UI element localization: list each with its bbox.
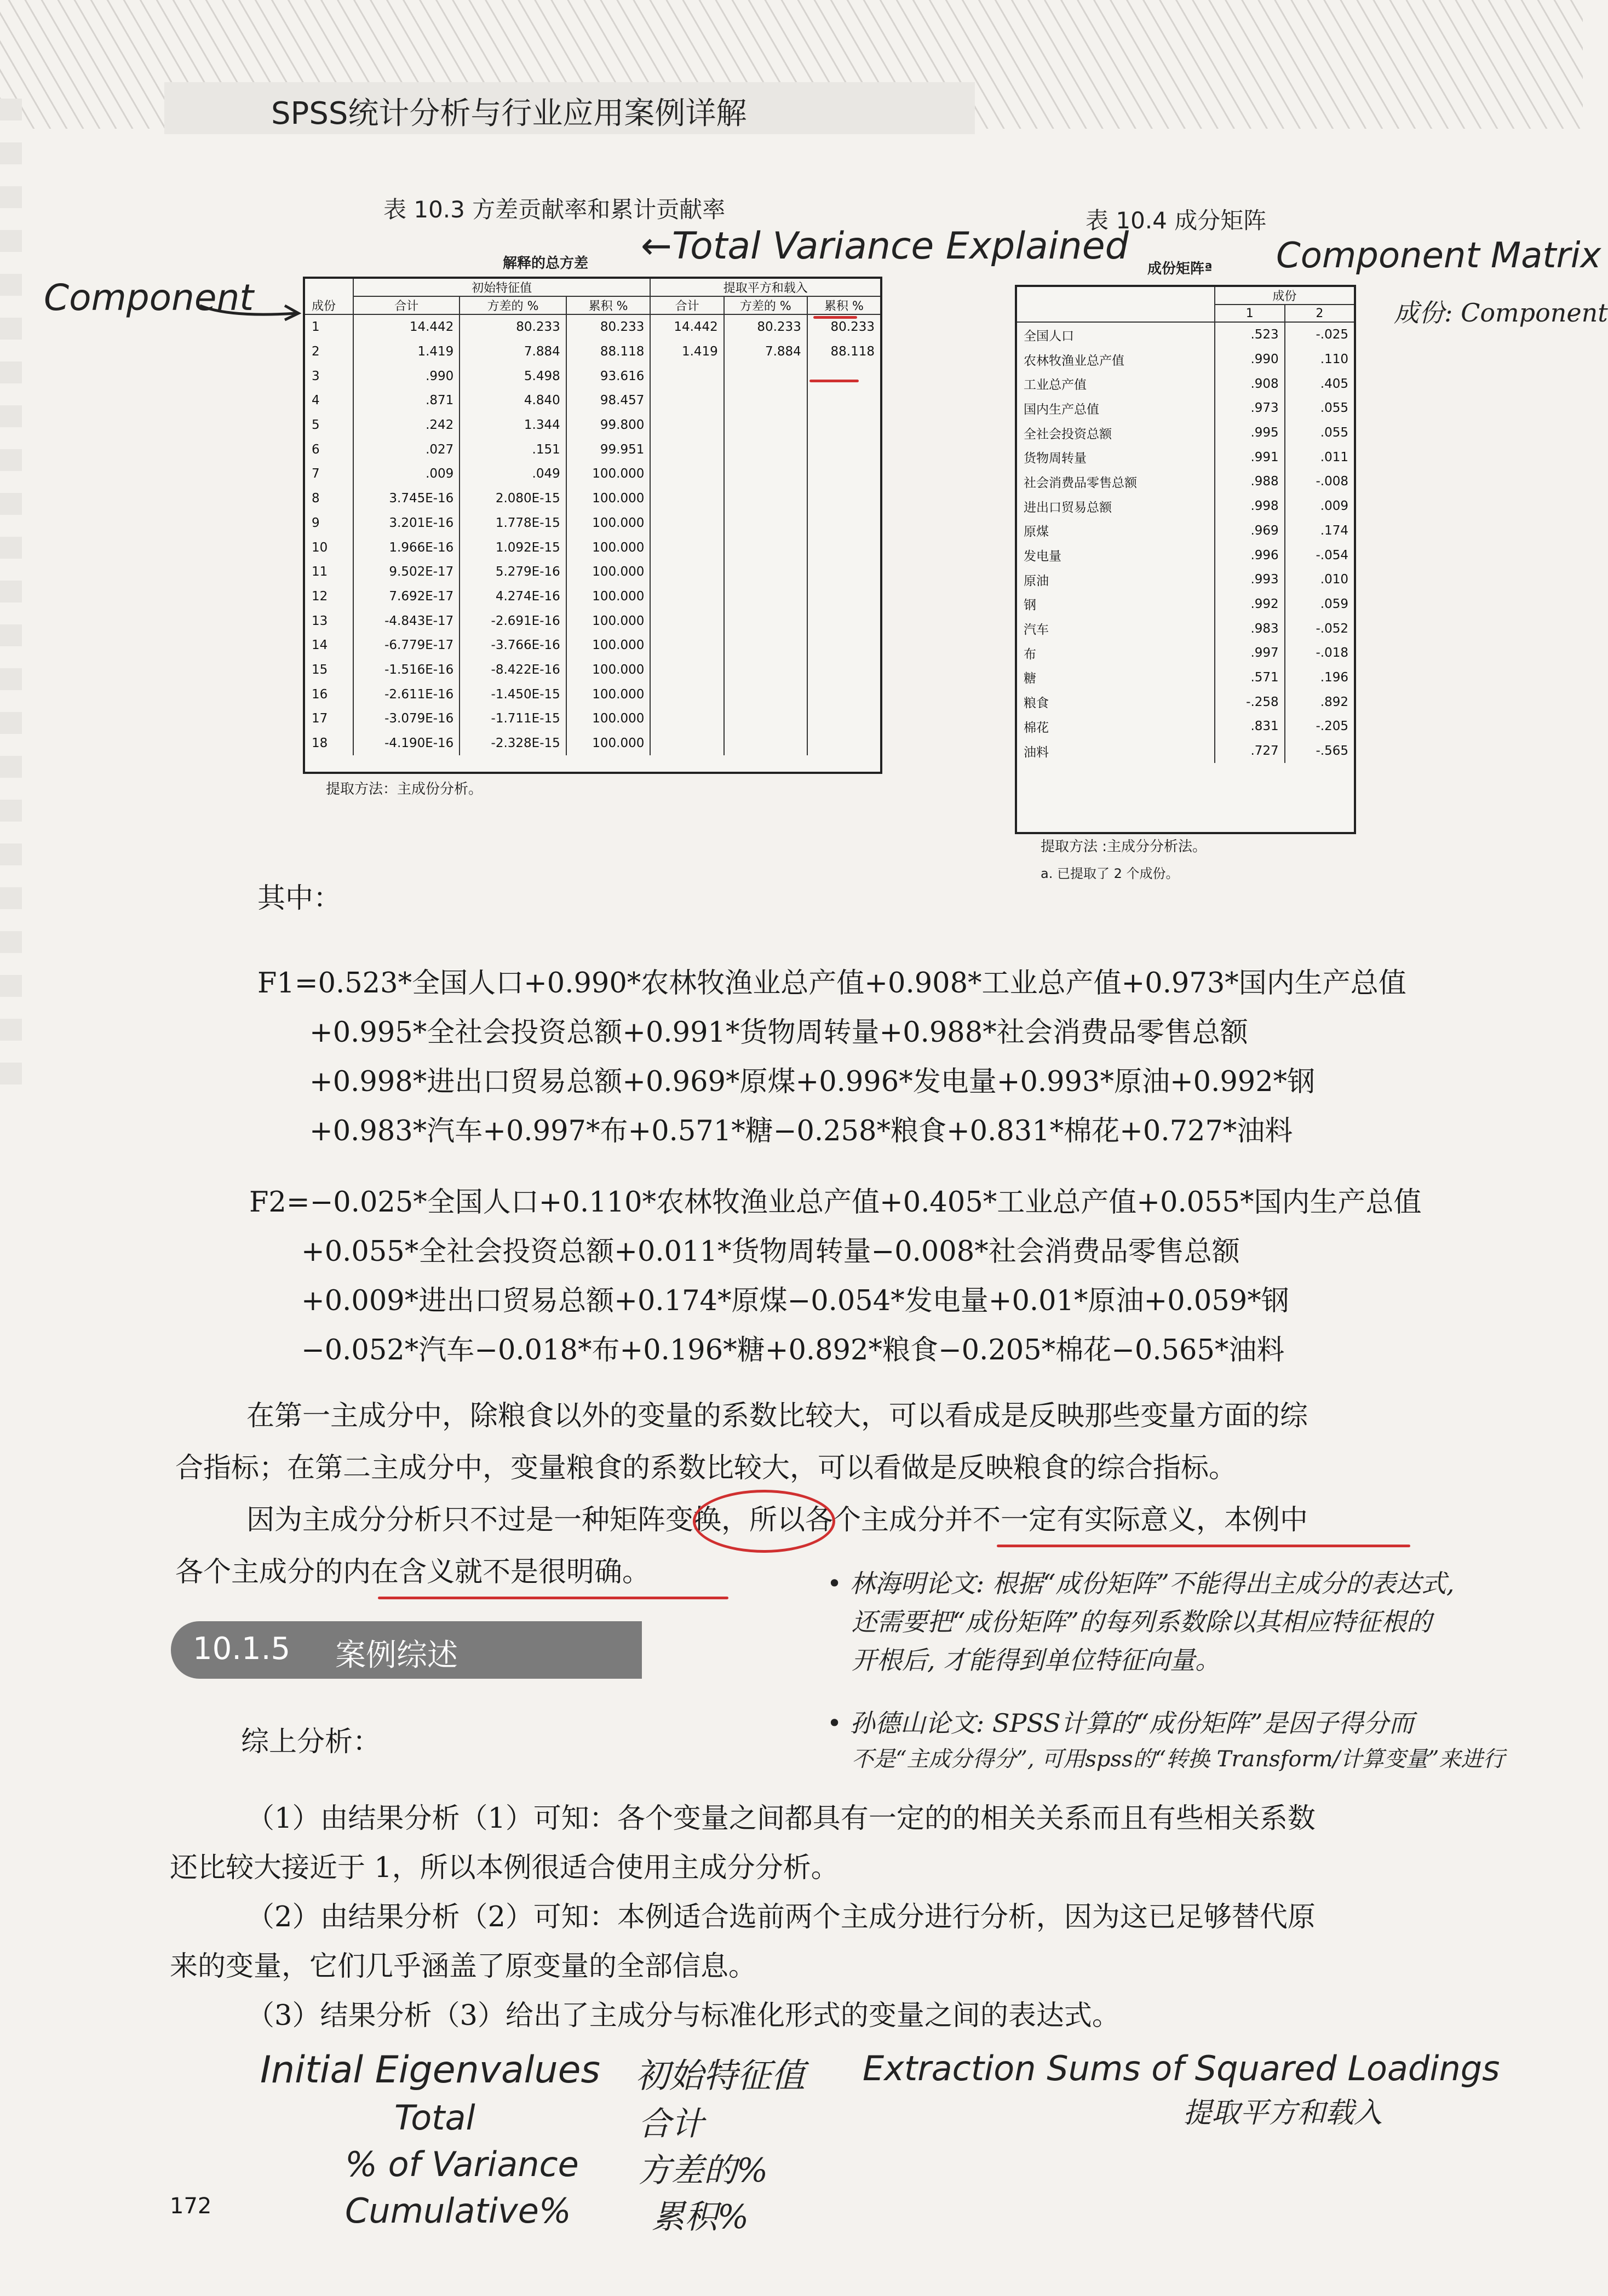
table-cell [650, 437, 723, 462]
table-cell: .892 [1285, 690, 1354, 714]
table-row [305, 437, 880, 462]
table-cell: 7.884 [460, 340, 566, 364]
table-cell [724, 437, 807, 462]
table-row [305, 462, 880, 486]
table-row [1017, 469, 1354, 494]
table-10-3-col-header: 成份 [305, 296, 353, 314]
table-row [1017, 347, 1354, 372]
section-number: 10.1.5 [193, 1631, 291, 1667]
table-cell: 社会消费品零售总额 [1024, 475, 1137, 490]
table-cell: 4.840 [460, 388, 566, 413]
table-cell: .055 [1285, 396, 1354, 421]
table-cell [724, 560, 807, 584]
table-cell [650, 486, 723, 511]
table-cell: -2.328E-15 [460, 731, 566, 756]
table-cell: 全国人口 [1024, 329, 1074, 343]
table-cell: 1.966E-16 [353, 535, 460, 560]
table-cell [807, 584, 880, 609]
summary-label: 综上分析： [241, 1726, 381, 1758]
table-cell: -2.611E-16 [353, 682, 460, 707]
table-cell: 钢 [1024, 598, 1036, 613]
table-10-3-inner-title: 解释的总方差 [503, 255, 589, 272]
table-cell: .997 [1215, 641, 1285, 665]
table-cell: 88.118 [807, 340, 880, 364]
table-cell [724, 462, 807, 486]
table-row [1017, 616, 1354, 641]
table-cell [650, 658, 723, 682]
table-cell: .009 [1285, 494, 1354, 519]
table-cell: .049 [460, 462, 566, 486]
table-cell: 进出口贸易总额 [1024, 500, 1112, 515]
table-row [305, 486, 880, 511]
table-cell: -1.516E-16 [353, 658, 460, 682]
hw-note1-line3: 开根后, 才能得到单位特征向量。 [852, 1645, 1221, 1675]
table-cell: 9 [312, 515, 320, 530]
table-cell: 4 [312, 393, 320, 408]
table-cell: 布 [1024, 647, 1036, 662]
table-cell: 5.279E-16 [460, 560, 566, 584]
table-cell [807, 609, 880, 633]
f2-line-4: −0.052*汽车−0.018*布+0.196*糖+0.892*粮食−0.205*棉花−0.565*油料 [301, 1334, 1285, 1367]
table-row [1017, 396, 1354, 421]
table-cell [650, 609, 723, 633]
table-cell [724, 609, 807, 633]
col-header-2: 2 [1285, 305, 1354, 322]
table-cell [807, 486, 880, 511]
table-cell: 10 [312, 540, 328, 555]
table-row [305, 731, 880, 756]
table-10-4-group-header: 成份 [1215, 287, 1354, 305]
table-cell: .992 [1215, 592, 1285, 617]
item1-line-2: 还比较大接近于 1，所以本例很适合使用主成分分析。 [170, 1852, 839, 1884]
item2-line-1: （2）由结果分析（2）可知：本例适合选前两个主成分进行分析，因为这已足够替代原 [246, 1901, 1316, 1933]
hw-glossary-total-cn: 合计 [638, 2105, 704, 2143]
hw-note2-line1: • 孙德山论文: SPSS计算的“成份矩阵”是因子得分而 [827, 1708, 1414, 1738]
col-group-initial: 初始特征值 [353, 279, 651, 296]
table-cell [724, 633, 807, 658]
page-left-edge [0, 99, 22, 1084]
table-row [1017, 690, 1354, 714]
table-cell: 发电量 [1024, 549, 1061, 564]
table-row [305, 413, 880, 438]
hw-glossary-cumulative: Cumulative% [345, 2191, 571, 2231]
table-10-4-caption: 表 10.4 成分矩阵 [1086, 207, 1267, 234]
table-cell: .027 [353, 437, 460, 462]
table-cell: .011 [1285, 445, 1354, 469]
table-cell [650, 682, 723, 707]
table-cell: 88.118 [566, 340, 651, 364]
para1-line-2: 合指标；在第二主成分中，变量粮食的系数比较大，可以看做是反映粮食的综合指标。 [175, 1452, 1237, 1484]
table-cell: .151 [460, 437, 566, 462]
table-row [1017, 519, 1354, 543]
f1-line-4: +0.983*汽车+0.997*布+0.571*糖−0.258*粮食+0.831*棉花+0.727*油料 [309, 1115, 1293, 1147]
table-cell: 2.080E-15 [460, 486, 566, 511]
table-cell: .998 [1215, 494, 1285, 519]
table-row [1017, 494, 1354, 519]
table-cell: 98.457 [566, 388, 651, 413]
table-cell: 3 [312, 369, 320, 383]
table-cell [724, 584, 807, 609]
table-cell: 18 [312, 736, 328, 751]
table-row [305, 314, 880, 340]
table-cell: 7.884 [724, 340, 807, 364]
table-cell: .995 [1215, 421, 1285, 445]
hw-glossary-variance: % of Variance [345, 2144, 579, 2184]
table-cell: -8.422E-16 [460, 658, 566, 682]
table-cell: .571 [1215, 665, 1285, 690]
table-cell: 11 [312, 565, 328, 579]
table-cell: 3.201E-16 [353, 511, 460, 536]
table-cell: .405 [1285, 371, 1354, 396]
hw-glossary-extraction-cn: 提取平方和载入 [1183, 2097, 1383, 2129]
table-row [1017, 543, 1354, 567]
table-10-3-col-header: 累积 % [807, 296, 880, 314]
table-cell: .991 [1215, 445, 1285, 469]
table-row [1017, 421, 1354, 445]
table-cell: 100.000 [566, 511, 651, 536]
hw-glossary-initial-eigenvalues: Initial Eigenvalues [260, 2048, 600, 2092]
hw-glossary-variance-cn: 方差的% [638, 2151, 768, 2190]
para2-line-2: 各个主成分的内在含义就不是很明确。 [175, 1556, 651, 1588]
table-cell [807, 511, 880, 536]
table-cell [807, 437, 880, 462]
table-cell: 1 [312, 320, 320, 335]
table-cell: 100.000 [566, 584, 651, 609]
table-cell: .174 [1285, 519, 1354, 543]
section-header [171, 1621, 642, 1679]
table-10-3-caption: 表 10.3 方差贡献率和累计贡献率 [383, 196, 726, 223]
item2-line-2: 来的变量，它们几乎涵盖了原变量的全部信息。 [170, 1950, 757, 1983]
table-row [305, 584, 880, 609]
table-row [1017, 592, 1354, 617]
table-cell: 国内生产总值 [1024, 402, 1099, 417]
table-cell: 原油 [1024, 573, 1049, 588]
table-cell: 1.419 [353, 340, 460, 364]
table-cell: -.018 [1285, 641, 1354, 665]
hw-note2-line2: 不是“主成分得分”, 可用spss的“转换 Transform/计算变量”来进行 [852, 1747, 1505, 1772]
table-cell: .110 [1285, 347, 1354, 372]
table-cell: 货物周转量 [1024, 451, 1087, 466]
table-cell: -.008 [1285, 469, 1354, 494]
table-cell: 油料 [1024, 745, 1049, 760]
table-row [305, 609, 880, 633]
table-cell: -1.711E-15 [460, 707, 566, 731]
table-row [1017, 714, 1354, 739]
table-cell: .059 [1285, 592, 1354, 617]
table-cell [650, 707, 723, 731]
header-title: SPSS统计分析与行业应用案例详解 [271, 96, 747, 131]
table-10-4-footnote-2: a. 已提取了 2 个成份。 [1041, 866, 1179, 881]
table-cell: 1.419 [650, 340, 723, 364]
table-cell [724, 413, 807, 438]
hw-glossary-initial-cn: 初始特征值 [635, 2056, 806, 2096]
table-cell [650, 633, 723, 658]
f2-line-1: F2=−0.025*全国人口+0.110*农林牧渔业总产值+0.405*工业总产值+0.055*国内生产总值 [249, 1186, 1422, 1219]
table-10-3-col-header: 方差的 % [460, 296, 566, 314]
table-row [1017, 665, 1354, 690]
table-cell: .969 [1215, 519, 1285, 543]
table-cell: -.025 [1285, 322, 1354, 347]
table-cell: -2.691E-16 [460, 609, 566, 633]
table-cell: .055 [1285, 421, 1354, 445]
table-cell: 全社会投资总额 [1024, 427, 1112, 441]
table-cell: -.052 [1285, 616, 1354, 641]
table-cell: 80.233 [460, 314, 566, 340]
red-mark-cumulative-header [813, 316, 857, 319]
table-cell [650, 413, 723, 438]
table-10-4-frame [1015, 285, 1356, 834]
table-cell: 17 [312, 711, 328, 726]
table-cell: 100.000 [566, 535, 651, 560]
hw-arrow-right [197, 301, 307, 323]
table-cell: 8 [312, 491, 320, 506]
red-circle-matrix-transform [693, 1490, 835, 1553]
table-10-3-col-header: 合计 [353, 296, 460, 314]
table-cell: 12 [312, 589, 328, 604]
table-cell: .242 [353, 413, 460, 438]
red-underline-meaning [997, 1545, 1410, 1547]
table-row [1017, 641, 1354, 665]
table-cell: 农林牧渔业总产值 [1024, 353, 1124, 368]
table-cell: 7.692E-17 [353, 584, 460, 609]
hw-total-variance: ←Total Variance Explained [641, 225, 1129, 268]
table-cell: 15 [312, 662, 328, 677]
table-cell: 工业总产值 [1024, 378, 1087, 393]
table-cell: 14.442 [353, 314, 460, 340]
hw-glossary-total: Total [394, 2098, 475, 2138]
table-cell: 100.000 [566, 633, 651, 658]
f2-line-2: +0.055*全社会投资总额+0.011*货物周转量−0.008*社会消费品零售总额 [301, 1236, 1240, 1268]
hw-component-cn: 成份: Component [1394, 298, 1608, 328]
table-10-3-col-header: 合计 [650, 296, 723, 314]
table-cell: .993 [1215, 567, 1285, 592]
table-row [305, 707, 880, 731]
table-10-3-footnote: 提取方法：主成份分析。 [326, 781, 483, 797]
red-underline-implication [378, 1597, 728, 1599]
table-row [305, 658, 880, 682]
table-cell [807, 633, 880, 658]
table-cell: 6 [312, 442, 320, 457]
table-cell [650, 584, 723, 609]
table-row [305, 364, 880, 388]
table-cell: 100.000 [566, 609, 651, 633]
table-cell: -3.079E-16 [353, 707, 460, 731]
table-cell [807, 413, 880, 438]
table-row [305, 682, 880, 707]
section-title: 案例综述 [335, 1638, 458, 1673]
table-cell [724, 486, 807, 511]
table-10-4-footnote-1: 提取方法 :主成分分析法。 [1041, 839, 1207, 855]
f2-line-3: +0.009*进出口贸易总额+0.174*原煤−0.054*发电量+0.01*原油+0.059*钢 [301, 1285, 1289, 1317]
table-cell: 14.442 [650, 314, 723, 340]
table-cell [724, 364, 807, 388]
table-cell: 99.800 [566, 413, 651, 438]
table-cell [650, 462, 723, 486]
hw-glossary-cumulative-cn: 累积% [652, 2198, 749, 2236]
table-cell [724, 511, 807, 536]
page-number: 172 [170, 2194, 212, 2219]
table-row [1017, 567, 1354, 592]
table-cell: .990 [353, 364, 460, 388]
table-row [305, 340, 880, 364]
table-cell: 100.000 [566, 658, 651, 682]
table-cell [724, 731, 807, 756]
table-cell [724, 658, 807, 682]
table-row [305, 511, 880, 536]
hw-glossary-extraction: Extraction Sums of Squared Loadings [863, 2048, 1500, 2088]
table-10-3-col-header: 累积 % [566, 296, 651, 314]
table-cell: 1.344 [460, 413, 566, 438]
table-cell: -4.843E-17 [353, 609, 460, 633]
table-cell: 14 [312, 638, 328, 653]
table-cell: 13 [312, 613, 328, 628]
table-cell [807, 658, 880, 682]
table-cell: 2 [312, 345, 320, 359]
table-cell: .196 [1285, 665, 1354, 690]
table-cell: -.054 [1285, 543, 1354, 567]
table-cell: 100.000 [566, 560, 651, 584]
table-row [1017, 371, 1354, 396]
table-cell: -1.450E-15 [460, 682, 566, 707]
table-cell [807, 388, 880, 413]
table-cell: -.565 [1285, 739, 1354, 764]
table-row [305, 560, 880, 584]
table-cell: .009 [353, 462, 460, 486]
table-cell [807, 682, 880, 707]
f1-line-1: F1=0.523*全国人口+0.990*农林牧渔业总产值+0.908*工业总产值+0.973*国内生产总值 [257, 967, 1406, 1000]
para1-line-1: 在第一主成分中，除粮食以外的变量的系数比较大，可以看成是反映那些变量方面的综 [246, 1400, 1308, 1432]
table-cell: 16 [312, 687, 328, 702]
table-cell: .908 [1215, 371, 1285, 396]
table-cell: 100.000 [566, 462, 651, 486]
table-cell [807, 535, 880, 560]
table-cell [807, 560, 880, 584]
table-cell: .523 [1215, 322, 1285, 347]
table-cell: 1.778E-15 [460, 511, 566, 536]
table-cell: 80.233 [566, 314, 651, 340]
table-cell [807, 731, 880, 756]
table-cell: 5.498 [460, 364, 566, 388]
qizhong: 其中： [257, 882, 342, 915]
table-cell [650, 731, 723, 756]
table-cell: -6.779E-17 [353, 633, 460, 658]
hw-component-matrix: Component Matrix [1276, 236, 1601, 276]
table-cell [724, 682, 807, 707]
table-cell: .010 [1285, 567, 1354, 592]
table-cell: 100.000 [566, 682, 651, 707]
table-row [305, 633, 880, 658]
table-cell [724, 707, 807, 731]
table-cell [807, 462, 880, 486]
table-cell [650, 535, 723, 560]
table-10-4 [1017, 287, 1354, 763]
col-header-1: 1 [1215, 305, 1285, 322]
table-row [1017, 445, 1354, 469]
table-cell [650, 511, 723, 536]
table-cell [650, 364, 723, 388]
hw-note1-line2: 还需要把“成份矩阵”的每列系数除以其相应特征根的 [852, 1607, 1432, 1637]
table-10-3-frame [303, 277, 882, 774]
table-cell [724, 535, 807, 560]
table-cell: .990 [1215, 347, 1285, 372]
table-cell: .871 [353, 388, 460, 413]
table-cell: 糖 [1024, 671, 1036, 686]
table-cell: 汽车 [1024, 623, 1049, 638]
item3: （3）结果分析（3）给出了主成分与标准化形式的变量之间的表达式。 [246, 2000, 1120, 2032]
table-cell: 原煤 [1024, 525, 1049, 539]
hw-note1-line1: • 林海明论文: 根据“成份矩阵”不能得出主成分的表达式, [827, 1569, 1455, 1598]
table-cell: .973 [1215, 396, 1285, 421]
table-cell: 80.233 [807, 314, 880, 340]
table-cell: 80.233 [724, 314, 807, 340]
table-10-3-col-header: 方差的 % [724, 296, 807, 314]
table-cell: 100.000 [566, 731, 651, 756]
table-row [1017, 739, 1354, 764]
table-cell [724, 388, 807, 413]
col-group-extraction: 提取平方和载入 [650, 279, 880, 296]
para2-line-1: 因为主成分分析只不过是一种矩阵变换，所以各个主成分并不一定有实际意义，本例中 [246, 1504, 1308, 1536]
table-cell [650, 388, 723, 413]
table-cell: -.205 [1285, 714, 1354, 739]
item1-line-1: （1）由结果分析（1）可知：各个变量之间都具有一定的的相关关系而且有些相关系数 [246, 1803, 1316, 1835]
table-10-4-inner-title: 成份矩阵ª [1147, 261, 1213, 277]
table-cell: 9.502E-17 [353, 560, 460, 584]
table-cell: -4.190E-16 [353, 731, 460, 756]
f1-line-2: +0.995*全社会投资总额+0.991*货物周转量+0.988*社会消费品零售总额 [309, 1017, 1248, 1049]
table-cell: 棉花 [1024, 720, 1049, 735]
table-cell: 100.000 [566, 707, 651, 731]
table-cell: .831 [1215, 714, 1285, 739]
table-row [305, 535, 880, 560]
table-cell: 3.745E-16 [353, 486, 460, 511]
table-cell: .983 [1215, 616, 1285, 641]
table-cell: 99.951 [566, 437, 651, 462]
table-cell: 93.616 [566, 364, 651, 388]
table-cell: .988 [1215, 469, 1285, 494]
table-cell: .996 [1215, 543, 1285, 567]
table-cell: -3.766E-16 [460, 633, 566, 658]
table-cell: -.258 [1215, 690, 1285, 714]
table-cell: 粮食 [1024, 696, 1049, 711]
table-row [305, 388, 880, 413]
hw-component-label: Component [44, 277, 254, 319]
table-cell: 1.092E-15 [460, 535, 566, 560]
table-10-3 [305, 279, 880, 755]
table-row [1017, 322, 1354, 347]
table-cell [650, 560, 723, 584]
table-cell: 4.274E-16 [460, 584, 566, 609]
table-cell: 100.000 [566, 486, 651, 511]
table-cell: .727 [1215, 739, 1285, 764]
table-cell: 5 [312, 418, 320, 433]
table-cell: 7 [312, 467, 320, 481]
table-cell [807, 364, 880, 388]
table-cell [807, 707, 880, 731]
red-mark-88118 [809, 380, 859, 382]
f1-line-3: +0.998*进出口贸易总额+0.969*原煤+0.996*发电量+0.993*原油+0.992*钢 [309, 1066, 1316, 1098]
